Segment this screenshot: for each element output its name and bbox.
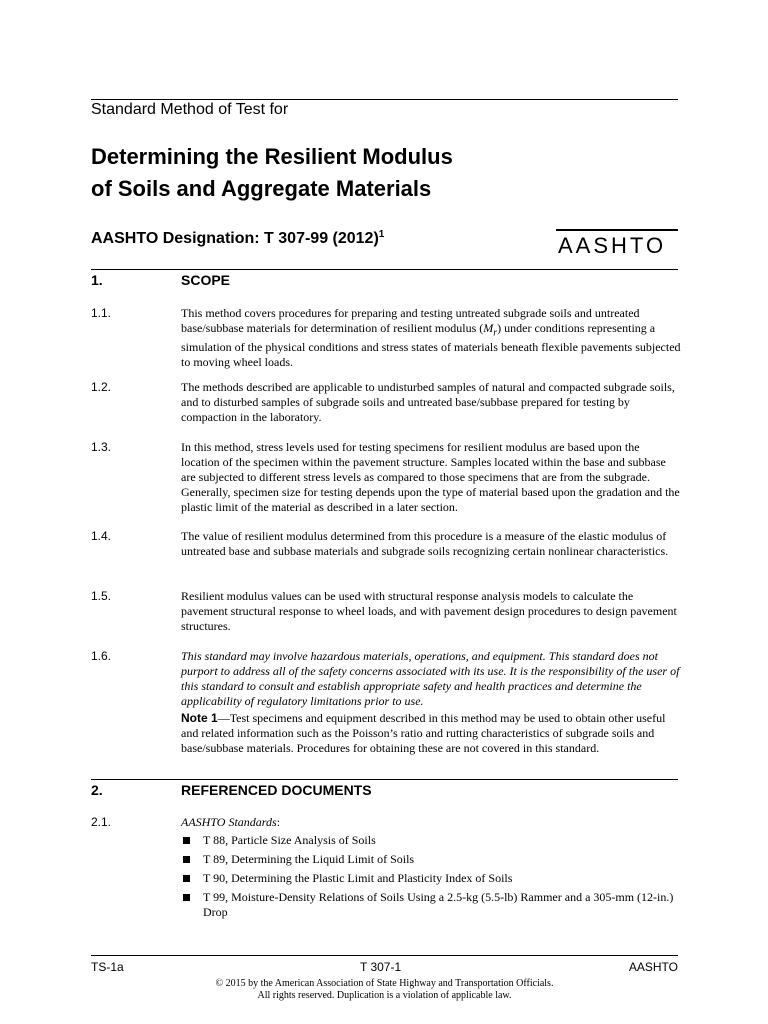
list-item-text: T 89, Determining the Liquid Limit of Soils <box>203 852 415 866</box>
section-number: 1. <box>91 272 103 288</box>
aashto-standards-label <box>181 815 681 830</box>
designation-footnote-mark: 1 <box>378 229 385 240</box>
standards-label-colon: : <box>276 815 281 829</box>
footer-rule <box>91 955 678 956</box>
note-text <box>181 711 681 756</box>
square-bullet-icon <box>183 894 190 901</box>
section-label: REFERENCED DOCUMENTS <box>181 782 372 798</box>
symbol-letter: M <box>483 321 494 335</box>
paragraph-text-part: ) under conditions representing a simulation of the physical conditions and stress states of materials beneath flexible pavements subjected to moving wheel loads. <box>181 321 681 370</box>
paragraph-text-part: This method covers procedures for preparing and testing untreated subgrade soils and untreated base/subbase materials for determination of resilient modulus ( <box>181 306 640 335</box>
list-item-text: T 88, Particle Size Analysis of Soils <box>203 833 376 847</box>
aashto-logo <box>556 229 678 259</box>
list-item-text: T 99, Moisture-Density Relations of Soils Using a 2.5-kg (5.5-lb) Rammer and a 305-mm (12-in.) Drop <box>203 890 674 919</box>
document-title <box>91 141 453 205</box>
logo-text: AASHTO <box>558 233 667 258</box>
paragraph-text: The value of resilient modulus determined from this procedure is a measure of the elastic modulus of untreated base and subbase materials and subgrade soils recognizing certain nonlinear characteristics. <box>181 529 669 558</box>
referenced-standards-list <box>181 833 681 924</box>
safety-statement: This standard may involve hazardous materials, operations, and equipment. This standard does not purport to address all of the safety concerns associated with its use. It is the responsibility of the user of this standard to consult and establish appropriate safety and health practices and determine the applicability of regulatory limitations prior to use. <box>181 649 680 708</box>
symbol-subscript: r <box>493 327 498 339</box>
copyright-line-2: All rights reserved. Duplication is a violation of applicable law. <box>257 990 512 1001</box>
paragraph-text <box>181 306 681 370</box>
section-number: 2. <box>91 782 103 798</box>
logo-bar <box>556 229 678 231</box>
square-bullet-icon <box>183 856 190 863</box>
paragraph-number: 1.6. <box>91 649 112 663</box>
copyright-line-1: © 2015 by the American Association of State Highway and Transportation Officials. <box>215 978 554 989</box>
top-rule <box>91 99 678 100</box>
paragraph-text: The methods described are applicable to undisturbed samples of natural and compacted subgrade soils, and to disturbed samples of subgrade soils and untreated base/subbase prepared for testing by compaction in the laboratory. <box>181 380 675 424</box>
paragraph-text: Resilient modulus values can be used with structural response analysis models to calculate the pavement structural response to wheel loads, and with pavement design procedures to design pavement structures. <box>181 589 677 633</box>
section-2-rule <box>91 779 678 780</box>
list-item <box>181 890 681 920</box>
note-label: Note 1 <box>181 711 218 725</box>
standard-kicker: Standard Method of Test for <box>91 101 289 118</box>
list-item <box>181 871 681 886</box>
list-item <box>181 833 681 848</box>
footer-publisher: AASHTO <box>628 960 678 974</box>
copyright-notice <box>91 978 678 1002</box>
paragraph-number: 1.3. <box>91 440 112 454</box>
square-bullet-icon <box>183 837 190 844</box>
square-bullet-icon <box>183 875 190 882</box>
title-line-2: of Soils and Aggregate Materials <box>91 176 432 201</box>
paragraph-number: 1.4. <box>91 529 112 543</box>
page-number: T 307-1 <box>360 960 402 974</box>
list-item-text: T 90, Determining the Plastic Limit and Plasticity Index of Soils <box>203 871 513 885</box>
paragraph-number: 1.1. <box>91 306 112 320</box>
section-label: SCOPE <box>181 272 231 288</box>
title-line-1: Determining the Resilient Modulus <box>91 144 453 169</box>
paragraph-text: In this method, stress levels used for testing specimens for resilient modulus are based upon the location of the specimen within the pavement structure. Samples located within the base and subbase are subjected to different stress levels as compared to those specimens that are from the subgrade. Generally, specimen size for testing depends upon the type of material based upon the gradation and the plastic limit of the material as described in a later section. <box>181 440 680 514</box>
resilient-modulus-symbol <box>483 321 498 339</box>
aashto-designation <box>91 229 384 248</box>
designation-text: AASHTO Designation: T 307-99 (2012) <box>91 230 379 247</box>
standards-label-text: AASHTO Standards <box>181 815 277 829</box>
paragraph-number: 1.2. <box>91 380 112 394</box>
paragraph-number: 2.1. <box>91 815 112 829</box>
list-item <box>181 852 681 867</box>
note-body: —Test specimens and equipment described in this method may be used to obtain other useful and related information such as the Poisson’s ratio and rutting characteristics of subgrade soils and base/subbase materials. Procedures for obtaining these are not covered in this standard. <box>181 711 666 755</box>
footer-left-id: TS-1a <box>91 960 124 974</box>
designation-rule <box>91 269 678 270</box>
paragraph-number: 1.5. <box>91 589 112 603</box>
